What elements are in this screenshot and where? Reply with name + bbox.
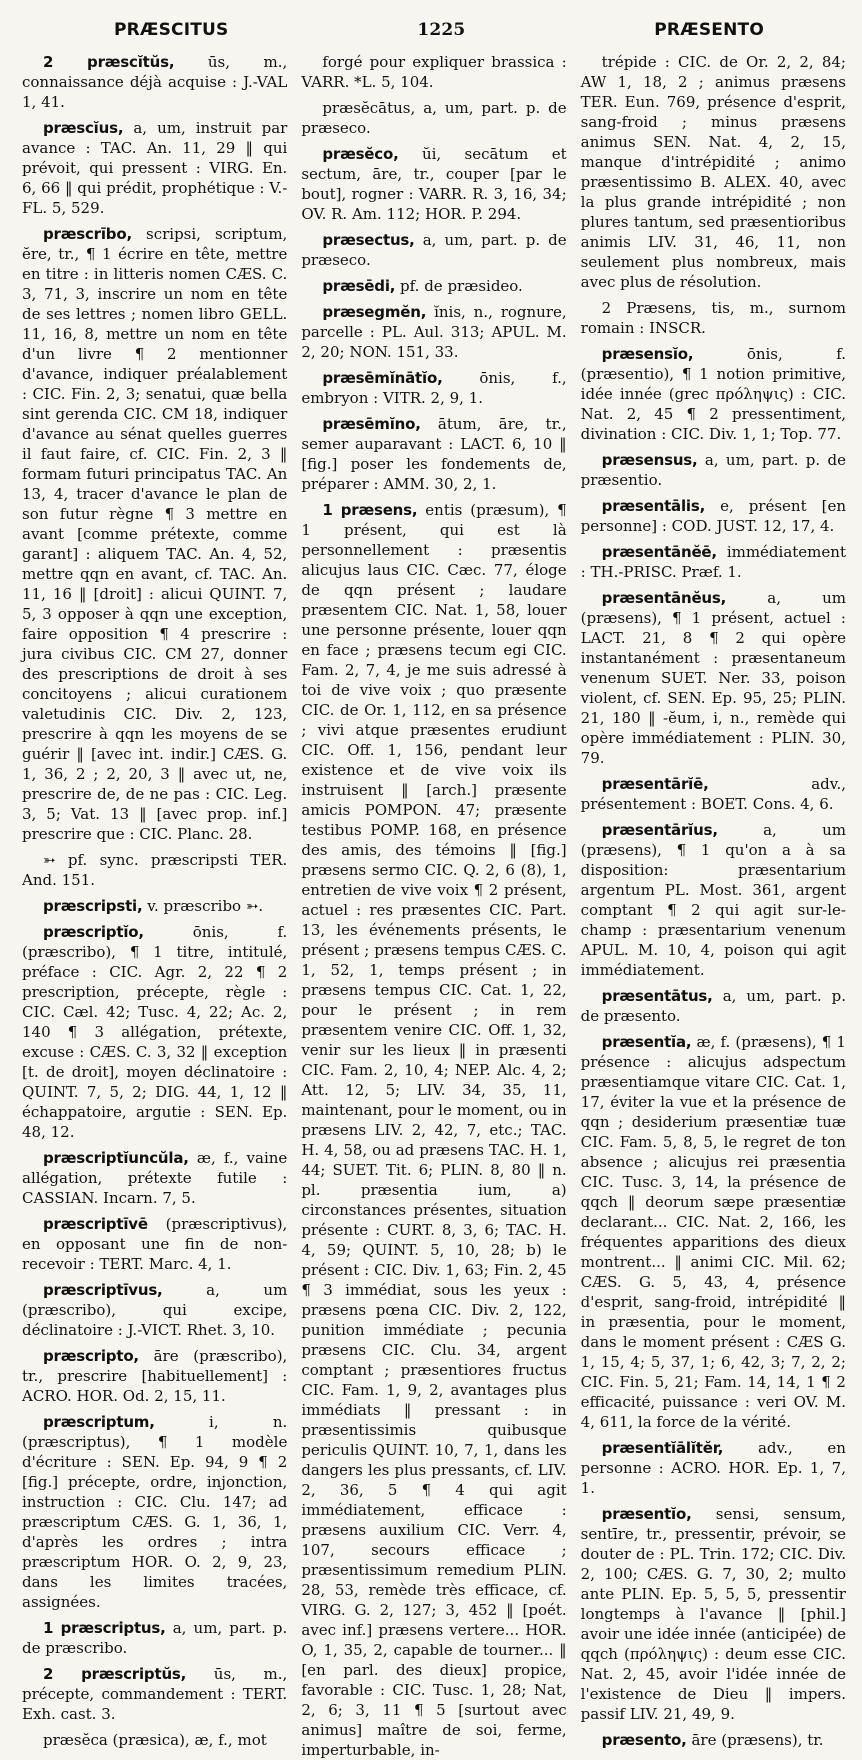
- entry-definition: ōnis, f., embryon : VITR. 2, 9, 1.: [301, 369, 567, 407]
- entry-headword: præscriptĭo,: [43, 923, 144, 941]
- entry-headword: præscriptĭuncŭla,: [43, 1149, 189, 1167]
- dictionary-entry: [581, 52, 846, 292]
- dictionary-entry: [301, 230, 566, 270]
- entry-definition: a, um, instruit par avance : TAC. An. 11, 29 ‖ qui prévoit, qui pressent : VIRG. En. 6, 66 ‖ qui prédit, prophétique : V.-FL. 5, 529.: [22, 119, 288, 217]
- entry-definition: e, présent [en personne] : COD. JUST. 12, 17, 4.: [580, 497, 846, 535]
- dictionary-entry: [22, 52, 287, 112]
- dictionary-entry: [22, 1148, 287, 1208]
- dictionary-entry: [22, 1412, 287, 1612]
- entry-definition: æ, f., vaine allégation, prétexte futile : CASSIAN. Incarn. 7, 5.: [22, 1149, 288, 1207]
- column-2: [301, 50, 567, 1759]
- dictionary-entry: [301, 144, 566, 224]
- dictionary-entry: [581, 1032, 846, 1432]
- page-header: [22, 20, 846, 50]
- dictionary-entry: [581, 1730, 846, 1750]
- entry-headword: præscripsti,: [43, 897, 143, 915]
- dictionary-entry: [581, 986, 846, 1026]
- dictionary-entry: [301, 500, 566, 1760]
- dictionary-entry: [581, 542, 846, 582]
- dictionary-entry: [22, 1280, 287, 1340]
- entry-definition: præsĕca (præsica), æ, f., mot: [43, 1731, 267, 1749]
- entry-headword: præscriptum,: [43, 1413, 155, 1431]
- entry-headword: 2 præscĭtŭs,: [43, 53, 175, 71]
- dictionary-entry: [22, 896, 287, 916]
- entry-definition: æ, f. (præsens), ¶ 1 présence : alicujus adspectum præsentiamque vitare CIC. Cat. 1, 17, éviter la vue et la présence de qqn ; desiderium præsentiæ tuæ CIC. Fam. 5, 8, 5, le regret de ton absence ; alicujus rei præsentia CIC. Tusc. 3, 14, la présence de qqch ‖ deorum sæpe præsentiæ declarant... CIC. Nat. 2, 166, les fréquentes apparitions des dieux montrent... ‖ animi CIC. Mil. 62; CÆS. G. 5, 43, 4, présence d'esprit, sang-froid, intrépidité ‖ in præsentia, pour le moment, dans le moment présent : CÆS G. 1, 15, 4; 5, 37, 1; 6, 42, 3; 7, 2, 2; CIC. Fin. 5, 21; Fam. 14, 14, 1 ¶ 2 efficacité, puissance : veri OV. M. 4, 611, la force de la vérité.: [580, 1033, 846, 1431]
- dictionary-entry: [301, 414, 566, 494]
- entry-headword: præsentālis,: [601, 497, 706, 515]
- entry-headword: præsensĭo,: [601, 345, 694, 363]
- dictionary-entry: [22, 1664, 287, 1724]
- entry-headword: præsēmĭnātĭo,: [322, 369, 443, 387]
- entry-definition: a, um, part. p. de præscribo.: [22, 1619, 288, 1657]
- entry-headword: præsentānĕus,: [601, 589, 727, 607]
- entry-headword: 2 præscriptŭs,: [43, 1665, 187, 1683]
- entry-headword: præsentātus,: [601, 987, 713, 1005]
- entry-headword: præscriptīvē: [43, 1215, 148, 1233]
- entry-headword: præsegmĕn,: [322, 303, 427, 321]
- entry-definition: entis (præsum), ¶ 1 présent, qui est là personnellement : præsentis alicujus laus CIC. Cæc. 77, éloge de qqn présent ; laudare præsentem CIC. Nat. 1, 58, louer une personne présente, louer qqn en face ; præsens tecum egi CIC. Fam. 2, 7, 4, je me suis adressé à toi de vive voix ; quo præsente CIC. de Or. 1, 112, en sa présence ; vivi atque præsentes erudiunt CIC. Off. 1, 156, pendant leur existence et de vive voix ils instruisent ‖ [arch.] præsente amicis POMPON. 47; præsente testibus POMP. 168, en présence des amis, des témoins ‖ [fig.] præsens sermo CIC. Q. 2, 6 (8), 1, entretien de vive voix ¶ 2 présent, actuel : res præsentes CIC. Part. 13, les événements présents, le présent ; præsens tempus CÆS. C. 1, 52, 1, temps présent ; in præsens tempus CIC. Cat. 1, 22, pour le présent ; in rem præsentem venire CIC. Off. 1, 32, venir sur les lieux ‖ in præsenti CIC. Fam. 2, 10, 4; NEP. Alc. 4, 2; Att. 12, 5; LIV. 34, 35, 11, maintenant, pour le moment, ou in præsens LIV. 2, 42, 7, etc.; TAC. H. 4, 58, ou ad præsens TAC. H. 1, 44; SUET. Tit. 6; PLIN. 8, 80 ‖ n. pl. præsentia ium, a) circonstances présentes, situation présente : CURT. 8, 3, 6; TAC. H. 4, 59; QUINT. 5, 10, 28; b) le présent : CIC. Div. 1, 63; Fin. 2, 45 ¶ 3 immédiat, sous les yeux : præsens pœna CIC. Div. 2, 122, punition immédiate ; pecunia præsens CIC. Clu. 34, argent comptant ; præsentiores fructus CIC. Fam. 1, 9, 2, avantages plus immédiats ‖ pressant : in præsentissimis quibusque periculis QUINT. 10, 7, 1, dans les dangers les plus pressants, cf. LIV. 2, 36, 5 ¶ 4 qui agit immédiatement, efficace : præsens auxilium CIC. Verr. 4, 107, secours efficace ; præsentissimum remedium PLIN. 28, 53, remède très efficace, cf. VIRG. G. 2, 127; 3, 452 ‖ [poét. avec inf.] præsens vertere... HOR. O, 1, 35, 2, capable de tourner... ‖ [en parl. des dieux] propice, favorable : CIC. Tusc. 1, 28; Nat, 2, 6; 3, 11 ¶ 5 [surtout avec animus] maître de soi, ferme, imperturbable, in-: [301, 501, 567, 1759]
- entry-definition: ōnis, f. (præscribo), ¶ 1 titre, intitulé, préface : CIC. Agr. 2, 22 ¶ 2 prescription, précepte, règle : CIC. Cæl. 42; Tusc. 4, 22; Ac. 2, 140 ¶ 3 allégation, prétexte, excuse : CÆS. C. 3, 32 ‖ exception [t. de droit], moyen déclinatoire : QUINT. 7, 5, 2; DIG. 44, 1, 12 ‖ échappatoire, argutie : SEN. Ep. 48, 12.: [22, 923, 288, 1141]
- entry-definition: immédiatement : TH.-PRISC. Præf. 1.: [580, 543, 846, 581]
- column-3: [580, 50, 846, 1749]
- entry-headword: præsentārĭus,: [601, 821, 718, 839]
- dictionary-entry: [301, 368, 566, 408]
- entry-definition: a, um (præsens), ¶ 1 qu'on a à sa disposition: præsentarium argentum PL. Most. 361, argent comptant ¶ 2 qui agit sur-le-champ : præsentarium venenum APUL. M. 10, 4, poison qui agit immédiatement.: [580, 821, 846, 979]
- dictionary-entry: [581, 496, 846, 536]
- entry-definition: a, um (præsens), ¶ 1 présent, actuel : LACT. 21, 8 ¶ 2 qui opère instantanément : præsentaneum venenum SUET. Ner. 33, poison violent, cf. SEN. Ep. 95, 25; PLIN. 21, 180 ‖ -ĕum, i, n., remède qui opère immédiatement : PLIN. 30, 79.: [580, 589, 846, 767]
- entry-headword: præsentārĭē,: [601, 775, 709, 793]
- entry-headword: præscripto,: [43, 1347, 139, 1365]
- dictionary-entry: [301, 276, 566, 296]
- entry-definition: 2 Præsens, tis, m., surnom romain : INSCR.: [580, 299, 846, 337]
- entry-headword: præsēmĭno,: [322, 415, 421, 433]
- entry-definition: ūs, m., précepte, commandement : TERT. Exh. cast. 3.: [22, 1665, 288, 1723]
- entry-definition: scripsi, scriptum, ĕre, tr., ¶ 1 écrire en tête, mettre en titre : in litteris nomen CÆS. C. 3, 71, 3, inscrire un nom en tête de ses lettres ; nomen libro GELL. 11, 16, 8, mettre un nom en tête d'un livre ¶ 2 mentionner d'avance, indiquer préalablement : CIC. Fin. 2, 3; senatui, quæ bella sint gerenda CIC. CM 18, indiquer d'avance au sénat quelles guerres il faut faire, cf. CIC. Fin. 2, 3 ‖ formam futuri principatus TAC. An 13, 4, tracer d'avance le plan de son futur règne ¶ 3 mettre en avant [comme prétexte, comme garant] : aliquem TAC. An. 4, 52, mettre qqn en avant, cf. TAC. An. 11, 16 ‖ [droit] : alicui QUINT. 7, 5, 3 opposer à qqn une exception, faire opposition ¶ 4 prescrire : jura civibus CIC. CM 27, donner des prescriptions de droit à ses concitoyens ; alicui curationem valetudinis CIC. Div. 2, 123, prescrire à qqn les moyens de se guérir ‖ [avec int. indir.] CÆS. G. 1, 36, 2 ; 2, 20, 3 ‖ avec ut, ne, prescrire de, de ne pas : CIC. Leg. 3, 5; Vat. 13 ‖ [avec prop. inf.] prescrire que : CIC. Planc. 28.: [22, 225, 288, 843]
- dictionary-entry: [22, 118, 287, 218]
- entry-definition: a, um, part. p. de præsento.: [580, 987, 846, 1025]
- entry-headword: præsĕco,: [322, 145, 399, 163]
- entry-definition: ātum, āre, tr., semer auparavant : LACT. 6, 10 ‖ [fig.] poser les fondements de, préparer : AMM. 30, 2, 1.: [301, 415, 567, 493]
- entry-headword: præsentĭo,: [601, 1505, 692, 1523]
- dictionary-entry: [581, 298, 846, 338]
- entry-definition: a, um (præscribo), qui excipe, déclinatoire : J.-VICT. Rhet. 3, 10.: [22, 1281, 288, 1339]
- dictionary-entry: [301, 98, 566, 138]
- running-head-left: PRÆSCITUS: [114, 20, 229, 40]
- entry-definition: ōnis, f. (præsentio), ¶ 1 notion primitive, idée innée (grec πρόληψις) : CIC. Nat. 2, 45 ¶ 2 pressentiment, divination : CIC. Div. 1, 1; Top. 77.: [580, 345, 846, 443]
- entry-definition: a, um, part. p. de præsentio.: [580, 451, 846, 489]
- entry-definition: sensi, sensum, sentīre, tr., pressentir, prévoir, se douter de : PL. Trin. 172; CIC. Div. 2, 100; CÆS. G. 7, 30, 2; multo ante PLIN. Ep. 5, 5, 5, pressentir longtemps à l'avance ‖ [phil.] avoir une idée innée (anticipée) de qqch (πρόληψις) : deum esse CIC. Nat. 2, 45, avoir l'idée innée de l'existence de Dieu ‖ impers. passif LIV. 21, 49, 9.: [580, 1505, 846, 1723]
- dictionary-entry: [581, 1438, 846, 1498]
- entry-definition: (præscriptivus), en opposant une fin de non-recevoir : TERT. Marc. 4, 1.: [22, 1215, 288, 1273]
- dictionary-entry: [22, 1346, 287, 1406]
- running-head-right: PRÆSENTO: [654, 20, 764, 40]
- entry-headword: præscrībo,: [43, 225, 132, 243]
- dictionary-entry: [301, 52, 566, 92]
- entry-headword: præsēdi,: [322, 277, 396, 295]
- entry-headword: præsentĭālĭtĕr,: [601, 1439, 724, 1457]
- entry-headword: præscriptīvus,: [43, 1281, 163, 1299]
- entry-definition: v. præscribo ➳.: [147, 897, 264, 915]
- entry-headword: præscĭus,: [43, 119, 124, 137]
- dictionary-entry: [581, 774, 846, 814]
- columns: [22, 50, 846, 1759]
- entry-headword: 1 præsens,: [322, 501, 418, 519]
- page-number: 1225: [417, 20, 466, 40]
- entry-definition: adv., en personne : ACRO. HOR. Ep. 1, 7, 1.: [580, 1439, 846, 1497]
- dictionary-entry: [301, 302, 566, 362]
- entry-definition: i, n. (præscriptus), ¶ 1 modèle d'écriture : SEN. Ep. 94, 9 ¶ 2 [fig.] précepte, ordre, injonction, instruction : CIC. Clu. 147; ad præscriptum CÆS. G. 1, 36, 1, d'après les ordres ; intra præscriptum HOR. O. 2, 9, 23, dans les limites tracées, assignées.: [22, 1413, 288, 1611]
- entry-definition: āre (præscribo), tr., prescrire [habituellement] : ACRO. HOR. Od. 2, 15, 11.: [22, 1347, 288, 1405]
- dictionary-entry: [581, 588, 846, 768]
- entry-headword: præsentānĕē,: [601, 543, 717, 561]
- entry-headword: præsensus,: [601, 451, 698, 469]
- entry-definition: ➳ pf. sync. præscripsti TER. And. 151.: [22, 851, 288, 889]
- entry-definition: a, um, part. p. de præseco.: [301, 231, 567, 269]
- entry-definition: forgé pour expliquer brassica : VARR. *L. 5, 104.: [301, 53, 567, 91]
- entry-definition: trépide : CIC. de Or. 2, 2, 84; AW 1, 18, 2 ; animus præsens TER. Eun. 769, présence d'esprit, sang-froid ; minus præsens animus SEN. Nat. 4, 2, 15, manque d'intrépidité ; animo præsentissimo B. ALEX. 40, avec la plus grande intrépidité ; non plures tantum, sed præsentioribus animis LIV. 31, 46, 11, non seulement plus nombreux, mais avec plus de résolution.: [580, 53, 846, 291]
- entry-headword: præsentĭa,: [601, 1033, 692, 1051]
- dictionary-entry: [581, 820, 846, 980]
- entry-definition: ūs, m., connaissance déjà acquise : J.-VAL 1, 41.: [22, 53, 288, 111]
- entry-headword: 1 præscriptus,: [43, 1619, 166, 1637]
- dictionary-entry: [581, 1504, 846, 1724]
- dictionary-entry: [22, 1730, 287, 1750]
- entry-definition: præsĕcātus, a, um, part. p. de præseco.: [301, 99, 567, 137]
- entry-definition: adv., présentement : BOET. Cons. 4, 6.: [580, 775, 846, 813]
- dictionary-entry: [22, 1618, 287, 1658]
- entry-definition: āre (præsens), tr.: [691, 1731, 824, 1749]
- column-1: [22, 50, 288, 1749]
- entry-definition: ĭnis, n., rognure, parcelle : PL. Aul. 313; APUL. M. 2, 20; NON. 151, 33.: [301, 303, 567, 361]
- dictionary-entry: [581, 344, 846, 444]
- entry-headword: præsectus,: [322, 231, 415, 249]
- dictionary-entry: [22, 922, 287, 1142]
- dictionary-entry: [581, 450, 846, 490]
- entry-definition: pf. de præsideo.: [400, 277, 523, 295]
- entry-headword: præsento,: [601, 1731, 687, 1749]
- entry-definition: ŭi, secātum et sectum, āre, tr., couper [par le bout], rogner : VARR. R. 3, 16, 34; OV. R. Am. 112; HOR. P. 294.: [301, 145, 567, 223]
- dictionary-entry: [22, 850, 287, 890]
- dictionary-entry: [22, 1214, 287, 1274]
- dictionary-entry: [22, 224, 287, 844]
